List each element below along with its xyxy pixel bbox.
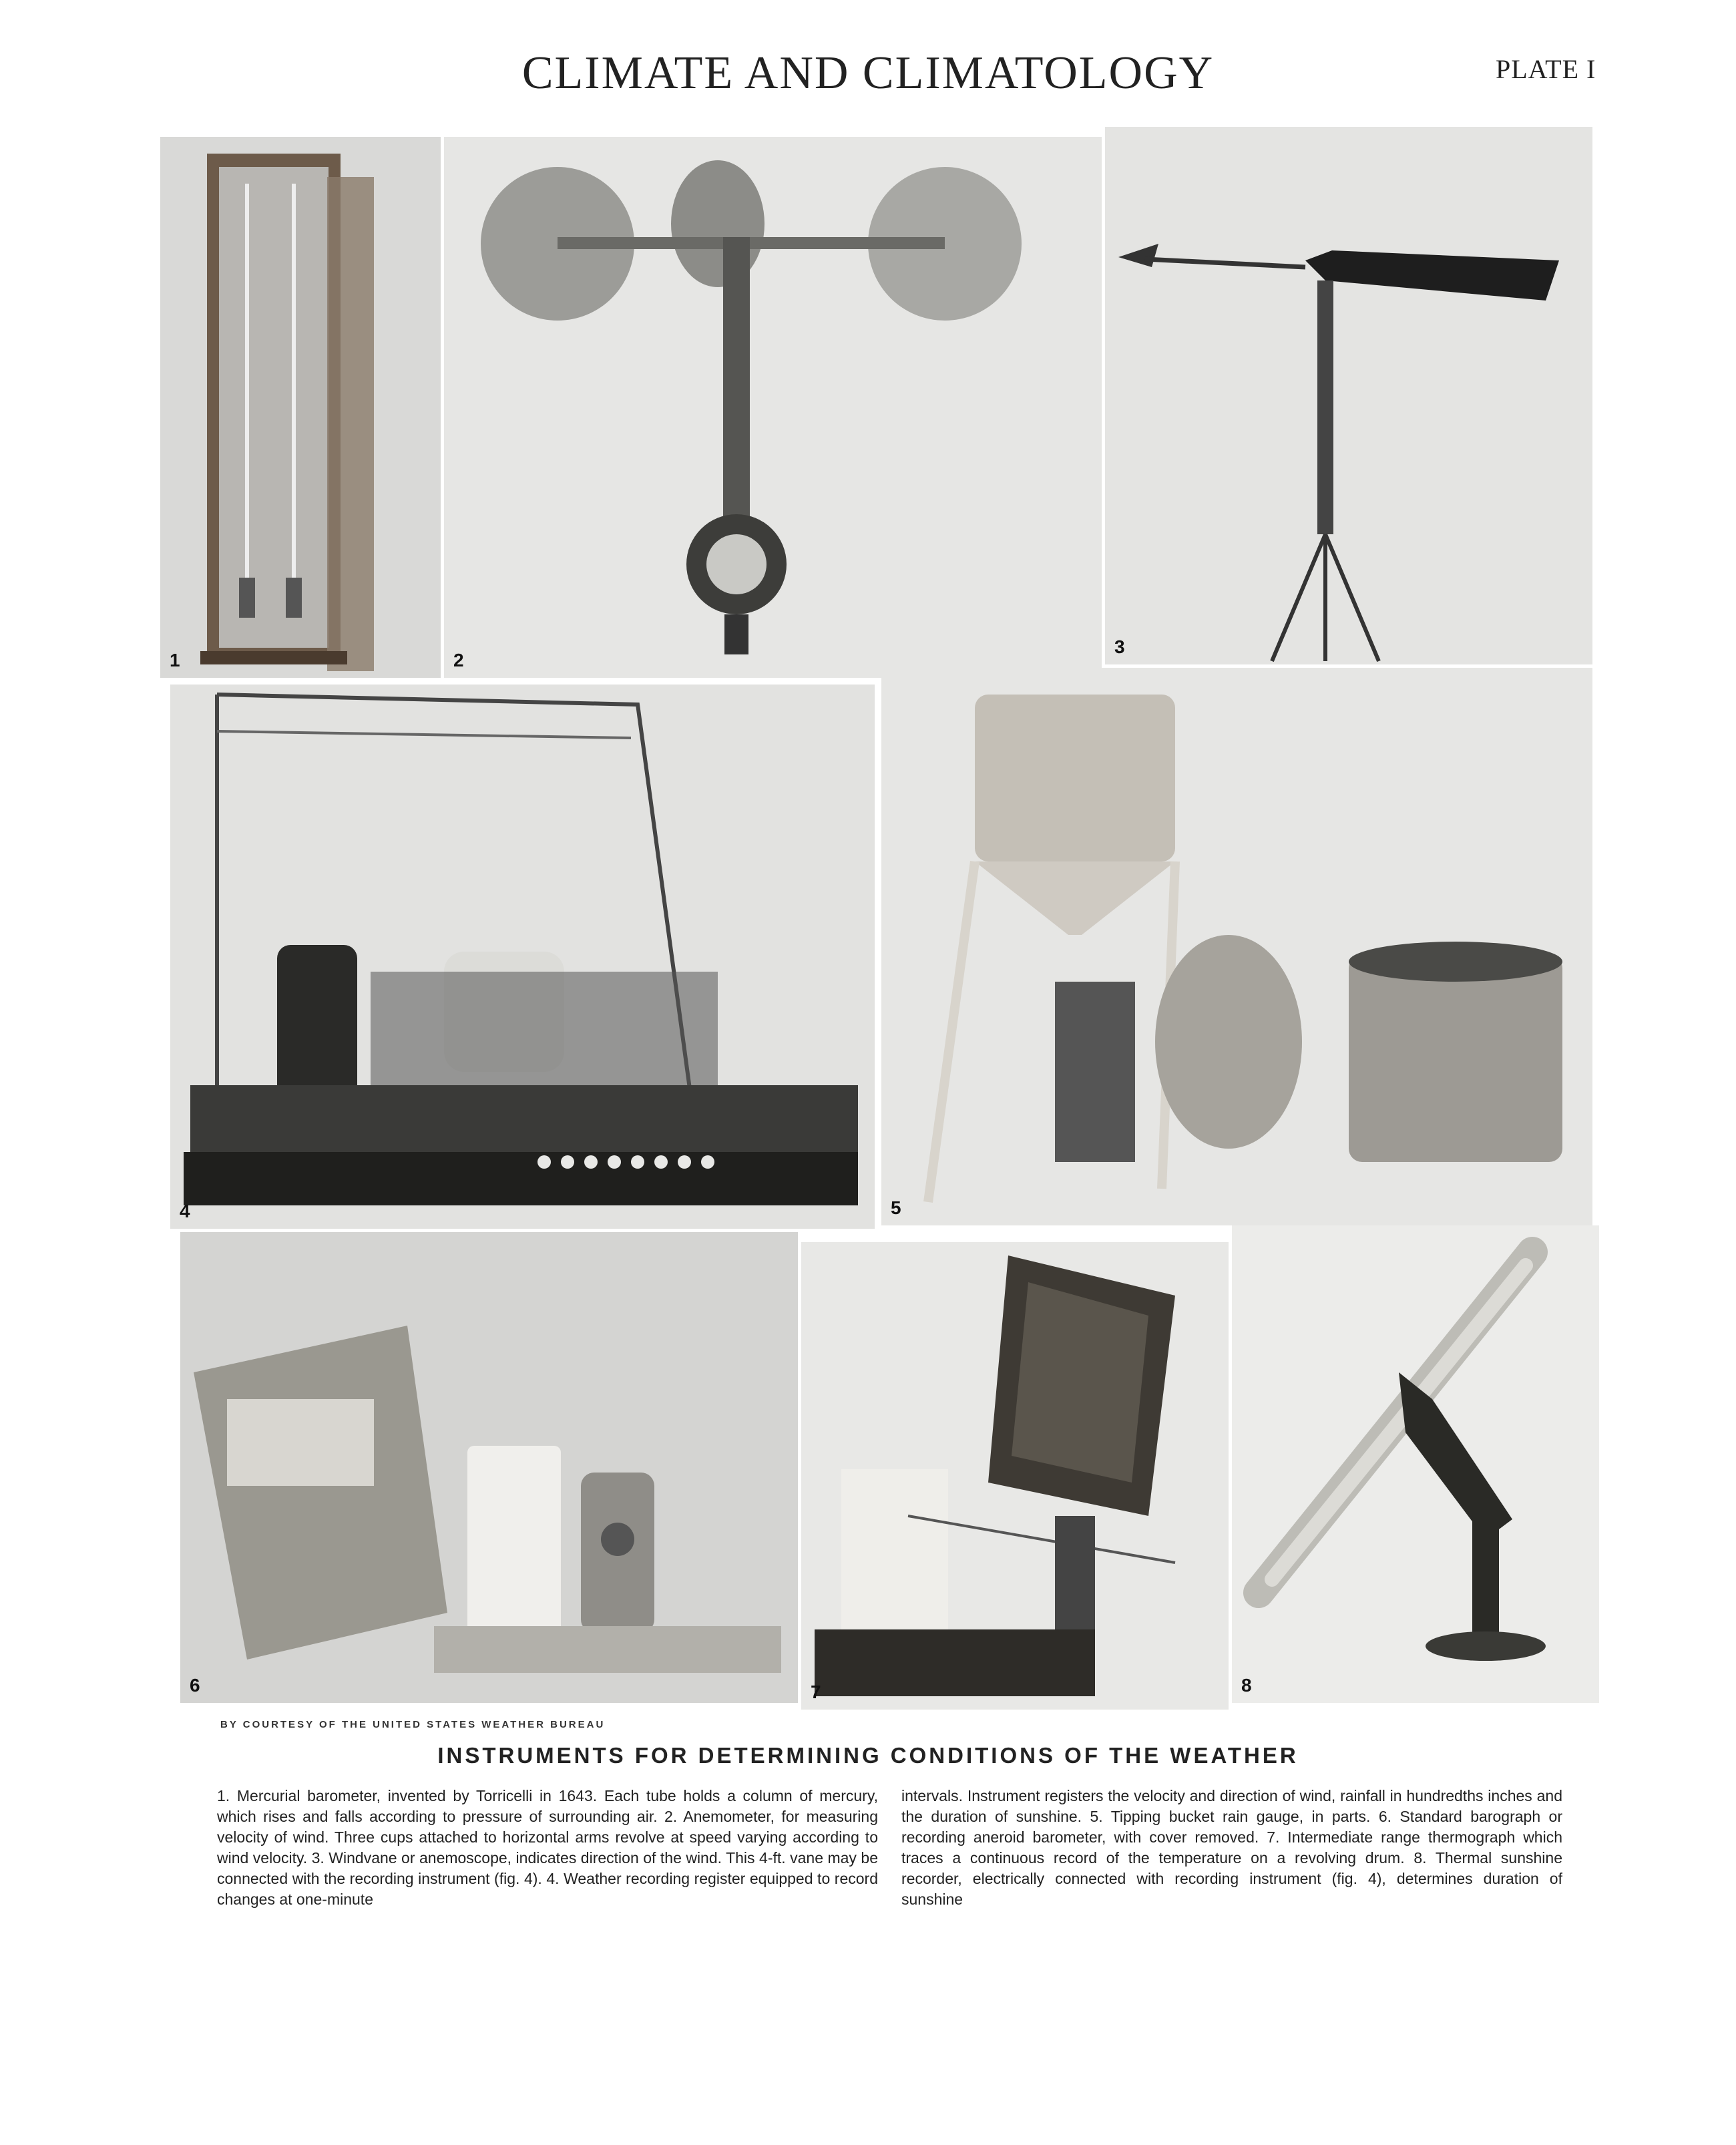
thermograph-illustration (801, 1242, 1229, 1710)
figure-8-photo (1232, 1225, 1599, 1703)
plate-label: PLATE I (1496, 54, 1596, 84)
figure-4-number: 4 (180, 1201, 190, 1221)
figure-3-photo (1105, 127, 1592, 664)
rain-gauge-illustration (881, 668, 1592, 1225)
figure-3-number: 3 (1114, 636, 1125, 657)
caption-left-column: 1. Mercurial barometer, invented by Torricelli in 1643. Each tube holds a column of mercury, which rises and falls according to pressure of surrounding air. 2. Anemometer, for measuring velocity of wind. Three cups attached to horizontal arms revolve at speed varying according to wind velocity. 3. Windvane or anemoscope, indicates direction of the wind. This 4-ft. vane may be connected with the recording instrument (fig. 4). 4. Weather recording register equipped to record changes at one-minute (217, 1787, 878, 1908)
figure-6-number: 6 (190, 1675, 200, 1696)
courtesy-credit: BY COURTESY OF THE UNITED STATES WEATHER BUREAU (220, 1719, 606, 1730)
sunshine-recorder-illustration (1232, 1225, 1599, 1703)
caption-right-column: intervals. Instrument registers the velocity and direction of wind, rainfall in hundredths inches and the duration of sunshine. 5. Tipping bucket rain gauge, in parts. 6. Standard barograph or recording aneroid barometer, with cover removed. 7. Intermediate range thermograph which traces a continuous record of the temperature on a revolving drum. 8. Thermal sunshine recorder, electrically connected with recording instrument (fig. 4), determines duration of sunshine (901, 1787, 1562, 1908)
figure-5-number: 5 (891, 1197, 901, 1218)
figure-2-number: 2 (453, 650, 464, 670)
anemometer-illustration (444, 137, 1102, 678)
figure-7-photo (801, 1242, 1229, 1710)
recording-register-illustration (170, 685, 875, 1229)
figure-8-number: 8 (1241, 1675, 1252, 1696)
figure-6-photo (180, 1232, 798, 1703)
figure-1-number: 1 (170, 650, 180, 670)
figure-1-photo (160, 137, 441, 678)
figure-7-number: 7 (811, 1682, 821, 1702)
barograph-illustration (180, 1232, 798, 1703)
windvane-illustration (1105, 127, 1592, 664)
page-title: CLIMATE AND CLIMATOLOGY (521, 47, 1215, 99)
figure-4-photo (170, 685, 875, 1229)
figure-2-photo (444, 137, 1102, 678)
figure-5-photo (881, 668, 1592, 1225)
caption-heading: INSTRUMENTS FOR DETERMINING CONDITIONS OF THE WEATHER (437, 1743, 1299, 1768)
barometer-illustration (160, 137, 441, 678)
